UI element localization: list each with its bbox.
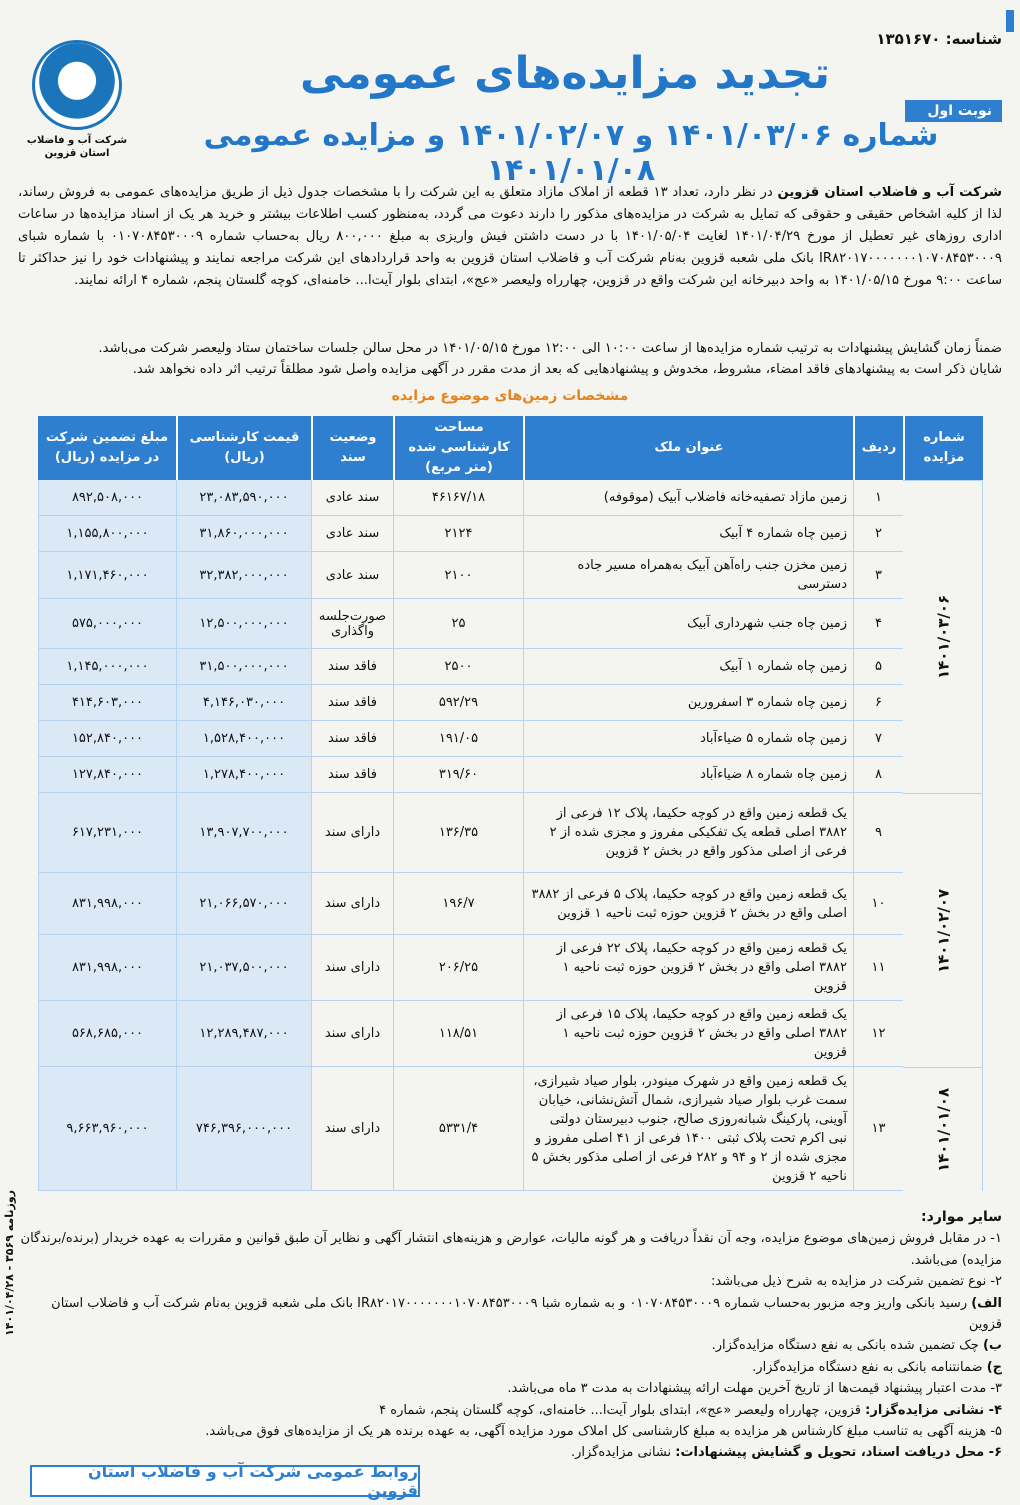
area-cell: ۵۳۳۱/۴ (393, 1067, 523, 1191)
row-number-cell: ۸ (853, 757, 903, 793)
price-cell: ۱۳,۹۰۷,۷۰۰,۰۰۰ (176, 793, 311, 873)
area-cell: ۱۳۶/۳۵ (393, 793, 523, 873)
table-row (38, 935, 983, 1001)
header-guarantee: مبلغ تضمین شرکت در مزایده (ریال) (38, 416, 176, 480)
table-header-row (38, 416, 983, 480)
water-drop-icon (32, 40, 122, 130)
price-cell: ۱۲,۲۸۹,۴۸۷,۰۰۰ (176, 1001, 311, 1067)
guarantee-cell: ۵۷۵,۰۰۰,۰۰۰ (38, 599, 176, 649)
area-cell: ۲۱۰۰ (393, 552, 523, 599)
area-cell: ۴۶۱۶۷/۱۸ (393, 480, 523, 516)
guarantee-cell: ۸۳۱,۹۹۸,۰۰۰ (38, 935, 176, 1001)
guarantee-cell: ۱,۱۵۵,۸۰۰,۰۰۰ (38, 516, 176, 552)
guarantee-cell: ۸۳۱,۹۹۸,۰۰۰ (38, 873, 176, 935)
table-row (38, 1001, 983, 1067)
item-2a-text: رسید بانکی واریز وجه مزبور به‌حساب شماره ۰۱۰۷۰۸۴۵۳۰۰۰۹ و به شماره شبا IR۸۲۰۱۷۰۰۰۰۰۰۰۱۰۷۰۸۴۵۳۰۰۰۹ بانک ملی شعبه قزوین به‌نام شرکت آب و فاضلاب استان قزوین (51, 1295, 1002, 1333)
row-number-cell: ۹ (853, 793, 903, 873)
doc-status-cell: دارای سند (311, 793, 393, 873)
intro-company: شرکت آب و فاضلاب استان قزوین (777, 185, 1002, 200)
area-cell: ۲۵۰۰ (393, 649, 523, 685)
price-cell: ۱,۲۷۸,۴۰۰,۰۰۰ (176, 757, 311, 793)
area-cell: ۱۱۸/۵۱ (393, 1001, 523, 1067)
title-cell: یک قطعه زمین واقع در کوچه حکیما، پلاک ۵ فرعی از ۳۸۸۲ اصلی واقع در بخش ۲ قزوین حوزه ثبت ناحیه ۱ قزوین (523, 873, 853, 935)
row-number-cell: ۱ (853, 480, 903, 516)
item-2b-label: ب) (982, 1338, 1002, 1354)
header-price: قیمت کارشناسی (ریال) (176, 416, 311, 480)
title-cell: یک قطعه زمین واقع در کوچه حکیما، پلاک ۲۲ فرعی از ۳۸۸۲ اصلی واقع در بخش ۲ قزوین حوزه ثبت ناحیه ۱ قزوین (523, 935, 853, 1001)
title-cell: زمین چاه جنب شهرداری آبیک (523, 599, 853, 649)
auction-number-cell: ۱۴۰۱/۰۲/۰۷ (903, 793, 983, 1067)
header-doc: وضعیت سند (311, 416, 393, 480)
doc-status-cell: سند عادی (311, 480, 393, 516)
guarantee-cell: ۶۱۷,۲۳۱,۰۰۰ (38, 793, 176, 873)
title-cell: زمین چاه شماره ۵ ضیاءآباد (523, 721, 853, 757)
header-row-no: ردیف (853, 416, 903, 480)
doc-status-cell: دارای سند (311, 873, 393, 935)
row-number-cell: ۱۱ (853, 935, 903, 1001)
footer-public-relations (30, 1462, 420, 1500)
area-cell: ۳۱۹/۶۰ (393, 757, 523, 793)
title-cell: یک قطعه زمین واقع در شهرک مینودر، بلوار صیاد شیرازی، سمت غرب بلوار صیاد شیرازی، شمال آتش‌نشانی، خیابان آوینی، پارکینگ شبانه‌روزی صالح، جنوب دبیرستان دولتی نبی اکرم تحت پلاک ثبتی ۱۴۰۰ فرعی از ۴۱ اصلی مفروز و مجزی شده از ۲ و ۹۴ و ۲۸۲ فرعی از اصلی مذکور بخش ۵ ناحیه ۲ قزوین (523, 1067, 853, 1191)
table-row (38, 552, 983, 599)
corner-mark (1006, 10, 1014, 32)
doc-status-cell: فاقد سند (311, 649, 393, 685)
row-number-cell: ۳ (853, 552, 903, 599)
table-row (38, 721, 983, 757)
price-cell: ۱۲,۵۰۰,۰۰۰,۰۰۰ (176, 599, 311, 649)
price-cell: ۷۴۶,۳۹۶,۰۰۰,۰۰۰ (176, 1067, 311, 1191)
item-2: ۲- نوع تضمین شرکت در مزایده به شرح ذیل می‌باشد: (710, 1274, 1002, 1290)
price-cell: ۳۱,۸۶۰,۰۰۰,۰۰۰ (176, 516, 311, 552)
guarantee-cell: ۸۹۲,۵۰۸,۰۰۰ (38, 480, 176, 516)
guarantee-cell: ۱,۱۴۵,۰۰۰,۰۰۰ (38, 649, 176, 685)
company-logo (22, 40, 132, 160)
side-text: روزنامه ۳۵۶۹ - ۱۴۰۱/۰۴/۲۸ (3, 1190, 16, 1336)
price-cell: ۳۲,۳۸۲,۰۰۰,۰۰۰ (176, 552, 311, 599)
guarantee-cell: ۹,۶۶۳,۹۶۰,۰۰۰ (38, 1067, 176, 1191)
header-auction-no: شماره مزایده (903, 416, 983, 480)
guarantee-cell: ۱۲۷,۸۴۰,۰۰۰ (38, 757, 176, 793)
title-cell: زمین چاه شماره ۴ آبیک (523, 516, 853, 552)
item-4 (18, 1400, 1002, 1421)
price-cell: ۲۱,۰۳۷,۵۰۰,۰۰۰ (176, 935, 311, 1001)
guarantee-cell: ۵۶۸,۶۸۵,۰۰۰ (38, 1001, 176, 1067)
item-5: ۵- هزینه آگهی به تناسب مبلغ کارشناس هر مزایده به مبلغ کارشناسی کل املاک مورد مزایده آگهی، به عهده برنده هر یک از مزایده‌های فوق می‌باشد. (205, 1424, 1002, 1440)
doc-status-cell: صورت‌جلسه واگذاری (311, 599, 393, 649)
area-cell: ۱۹۱/۰۵ (393, 721, 523, 757)
row-number-cell: ۱۲ (853, 1001, 903, 1067)
table-row (38, 599, 983, 649)
ad-id: شناسه: ۱۳۵۱۶۷۰ (876, 30, 1002, 48)
header-area: مساحت کارشناسی شده (متر مربع) (393, 416, 523, 480)
properties-table (38, 416, 983, 1191)
title-cell: یک قطعه زمین واقع در کوچه حکیما، پلاک ۱۲ فرعی از ۳۸۸۲ اصلی قطعه یک تفکیکی مفروز و مجزی شده از ۲ فرعی از اصلی مذکور واقع در بخش ۲ قزوین (523, 793, 853, 873)
round-badge: نوبت اول (905, 100, 1002, 122)
doc-status-cell: سند عادی (311, 516, 393, 552)
note-invalid: شایان ذکر است به پیشنهادهای فاقد امضاء، مشروط، مخدوش و پیشنهادهایی که بعد از مدت مقرر در آگهی مزایده واصل شود مطلقاً ترتیب اثر داده نخواهد شد. (132, 362, 1002, 377)
doc-status-cell: دارای سند (311, 1001, 393, 1067)
table-row (38, 685, 983, 721)
doc-status-cell: سند عادی (311, 552, 393, 599)
doc-status-cell: دارای سند (311, 1067, 393, 1191)
area-cell: ۲۵ (393, 599, 523, 649)
title-cell: زمین چاه شماره ۳ اسفرورین (523, 685, 853, 721)
table-row (38, 649, 983, 685)
row-number-cell: ۷ (853, 721, 903, 757)
auction-number-cell: ۱۴۰۱/۰۳/۰۶ (903, 480, 983, 793)
row-number-cell: ۱۳ (853, 1067, 903, 1191)
area-cell: ۵۹۲/۲۹ (393, 685, 523, 721)
page-subtitle: شماره ۱۴۰۱/۰۳/۰۶ و ۱۴۰۱/۰۲/۰۷ و مزایده عمومی ۱۴۰۱/۰۱/۰۸ (203, 118, 939, 188)
guarantee-cell: ۴۱۴,۶۰۳,۰۰۰ (38, 685, 176, 721)
table-row (38, 873, 983, 935)
area-cell: ۱۹۶/۷ (393, 873, 523, 935)
note-opening: ضمناً زمان گشایش پیشنهادات به ترتیب شماره مزایده‌ها از ساعت ۱۰:۰۰ الی ۱۲:۰۰ مورخ ۱۴۰۱/۰۵/۱۵ در محل سالن جلسات ساختمان ستاد ولیعصر شرکت می‌باشد. (98, 341, 1002, 356)
table-row (38, 516, 983, 552)
row-number-cell: ۶ (853, 685, 903, 721)
item-2b-text: چک تضمین شده بانکی به نفع دستگاه مزایده‌گزار. (711, 1338, 983, 1354)
item-6-text: نشانی مزایده‌گزار. (570, 1445, 676, 1461)
item-6 (18, 1442, 1002, 1463)
row-number-cell: ۴ (853, 599, 903, 649)
header-title: عنوان ملک (523, 416, 853, 480)
price-cell: ۴,۱۴۶,۰۳۰,۰۰۰ (176, 685, 311, 721)
item-2c-text: ضمانتنامه بانکی به نفع دستگاه مزایده‌گزار. (752, 1359, 987, 1375)
item-2a-label: الف) (971, 1295, 1002, 1311)
newspaper-side-label (0, 1190, 16, 1420)
table-body (38, 480, 983, 1191)
doc-status-cell: فاقد سند (311, 685, 393, 721)
doc-status-cell: دارای سند (311, 935, 393, 1001)
price-cell: ۱,۵۲۸,۴۰۰,۰۰۰ (176, 721, 311, 757)
title-cell: یک قطعه زمین واقع در کوچه حکیما، پلاک ۱۵ فرعی از ۳۸۸۲ اصلی واقع در بخش ۲ قزوین حوزه ثبت ناحیه ۱ قزوین (523, 1001, 853, 1067)
item-4-label: ۴- نشانی مزایده‌گزار: (865, 1402, 1002, 1418)
other-heading: سایر موارد: (921, 1209, 1002, 1225)
item-2c-label: ج) (986, 1359, 1002, 1375)
page-title: تجدید مزایده‌های عمومی (299, 48, 831, 99)
title-cell: زمین مازاد تصفیه‌خانه فاضلاب آبیک (موقوفه) (523, 480, 853, 516)
guarantee-cell: ۱,۱۷۱,۴۶۰,۰۰۰ (38, 552, 176, 599)
table-row (38, 480, 983, 516)
price-cell: ۲۱,۰۶۶,۵۷۰,۰۰۰ (176, 873, 311, 935)
row-number-cell: ۱۰ (853, 873, 903, 935)
table-caption: مشخصات زمین‌های موضوع مزایده (391, 388, 629, 404)
doc-status-cell: فاقد سند (311, 721, 393, 757)
table-row (38, 793, 983, 873)
other-items (18, 1207, 1002, 1464)
title-cell: زمین مخزن جنب راه‌آهن آبیک به‌همراه مسیر جاده دسترسی (523, 552, 853, 599)
item-4-text: قزوین، چهارراه ولیعصر «عج»، ابتدای بلوار آیت‌ا... خامنه‌ای، کوچه گلستان پنجم، شماره ۴ (379, 1402, 866, 1418)
area-cell: ۲۱۲۴ (393, 516, 523, 552)
row-number-cell: ۵ (853, 649, 903, 685)
row-number-cell: ۲ (853, 516, 903, 552)
guarantee-cell: ۱۵۲,۸۴۰,۰۰۰ (38, 721, 176, 757)
table-row (38, 1067, 983, 1191)
footer-text: روابط عمومی شرکت آب و فاضلاب استان قزوین (87, 1462, 418, 1500)
item-2b (18, 1335, 1002, 1356)
item-3: ۳- مدت اعتبار پیشنهاد قیمت‌ها از تاریخ آخرین مهلت ارائه پیشنهادات به مدت ۳ ماه می‌باشد. (507, 1381, 1002, 1397)
doc-status-cell: فاقد سند (311, 757, 393, 793)
price-cell: ۲۳,۰۸۳,۵۹۰,۰۰۰ (176, 480, 311, 516)
item-2c (18, 1357, 1002, 1378)
auction-number-cell: ۱۴۰۱/۰۱/۰۸ (903, 1067, 983, 1191)
item-1: ۱- در مقابل فروش زمین‌های موضوع مزایده، وجه آن نقداً دریافت و هر گونه مالیات، عوارض و هزینه‌های انتشار آگهی و نظایر آن طبق قوانین و مقررات به عهده خریدار (برنده/برندگان مزایده) می‌باشد. (20, 1231, 1002, 1268)
area-cell: ۲۰۶/۲۵ (393, 935, 523, 1001)
item-2a (18, 1293, 1002, 1336)
table-row (38, 757, 983, 793)
price-cell: ۳۱,۵۰۰,۰۰۰,۰۰۰ (176, 649, 311, 685)
title-cell: زمین چاه شماره ۸ ضیاءآباد (523, 757, 853, 793)
intro-paragraph (18, 182, 1002, 292)
intro-text: در نظر دارد، تعداد ۱۳ قطعه از املاک مازاد متعلق به این شرکت را با مشخصات جدول ذیل از طریق مزایده‌های عمومی به فروش رساند، لذا از کلیه اشخاص حقیقی و حقوقی که تمایل به شرکت در مزایده‌های مذکور را دارند دعوت می گردد، به‌منظور کسب اطلاعات بیشتر و خرید هر یک از اسناد مزایده‌ها در ساعات اداری روزهای غیر تعطیل از مورخ ۱۴۰۱/۰۴/۲۹ لغایت ۱۴۰۱/۰۵/۰۴ با در دست داشتن فیش واریزی به مبلغ ۸۰۰,۰۰۰ ریال به‌حساب شماره ۰۱۰۷۰۸۴۵۳۰۰۰۹ با شماره شبای IR۸۲۰۱۷۰۰۰۰۰۰۰۱۰۷۰۸۴۵۳۰۰۰۹ بانک ملی شعبه قزوین به‌نام شرکت آب و فاضلاب استان قزوین به واحد قراردادهای این شرکت مراجعه نمایند و پیشنهادات خود را نیز حداکثر تا ساعت ۹:۰۰ مورخ ۱۴۰۱/۰۵/۱۵ به واحد دبیرخانه این شرکت واقع در قزوین، چهارراه ولیعصر «عج»، ابتدای بلوار آیت‌ا... خامنه‌ای، کوچه گلستان پنجم، شماره ۴ ارائه نمایند. (18, 185, 1002, 288)
logo-name: شرکت آب و فاضلاب استان قزوین (26, 135, 128, 159)
title-cell: زمین چاه شماره ۱ آبیک (523, 649, 853, 685)
item-6-label: ۶- محل دریافت اسناد، تحویل و گشایش پیشنهادات: (675, 1445, 1002, 1461)
